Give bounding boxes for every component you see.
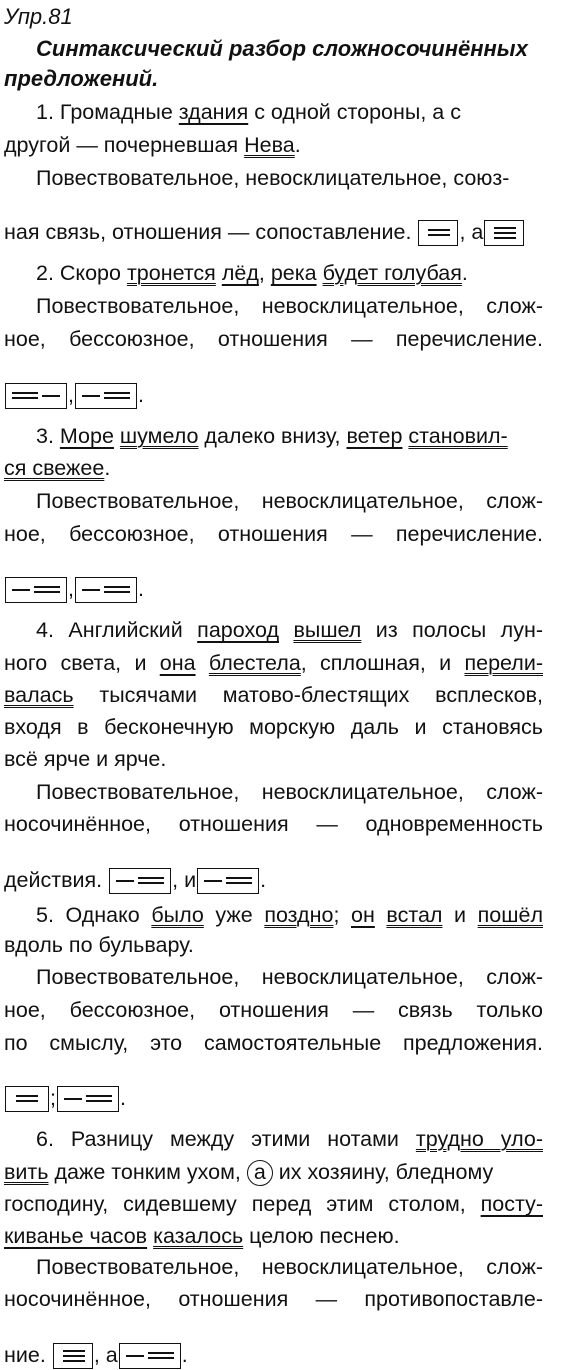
scheme-box <box>53 1343 93 1369</box>
title-line-1: Синтаксический разбор сложносочинённых <box>36 36 528 61</box>
scheme-box <box>484 220 524 246</box>
sentence-4-line-1: 4. Английский пароход вышел из полосы лун- <box>36 618 543 642</box>
sentence-5-scheme: ; . <box>4 1083 304 1113</box>
sentence-6-analysis-1: Повествовательное, невосклицательное, слож- <box>36 1255 543 1279</box>
sentence-5-analysis-3: по смыслу, это самостоятельные предложения. <box>4 1031 543 1055</box>
sentence-3-analysis-1: Повествовательное, невосклицательное, слож- <box>36 489 543 513</box>
sentence-2-scheme: , . <box>4 380 304 410</box>
scheme-box <box>109 868 171 894</box>
sentence-6-line-1: 6. Разницу между этими нотами трудно уло- <box>36 1127 543 1151</box>
scheme-box <box>57 1086 119 1112</box>
sentence-5-line-1: 5. Однако было уже поздно; он встал и пошёл <box>36 903 543 927</box>
sentence-5-line-2: вдоль по бульвару. <box>4 933 194 957</box>
exercise-label: Упр.81 <box>4 4 73 29</box>
sentence-2-line-1: 2. Скоро тронется лёд, река будет голубая. <box>36 261 468 285</box>
sentence-4-line-3: валась тысячами матово-блестящих всплесков, <box>4 683 543 707</box>
sentence-4-analysis-2: носочинённое, отношения — одновременность <box>4 812 543 836</box>
sentence-1-scheme: ная связь, отношения — сопоставление. , а <box>4 217 564 247</box>
sentence-2-analysis-2: ное, бессоюзное, отношения — перечисление. <box>4 327 543 351</box>
sentence-3-line-2: ся свежее. <box>4 456 111 480</box>
scheme-box <box>5 1086 49 1112</box>
scheme-box <box>75 383 137 409</box>
conjunction-circle: а <box>247 1160 273 1186</box>
sentence-6-line-3: господину, сидевшему перед этим столом, посту- <box>4 1192 543 1216</box>
title-line-2: предложений. <box>4 66 159 91</box>
sentence-3-scheme: , . <box>4 574 304 604</box>
scheme-box <box>5 577 67 603</box>
scheme-box <box>5 383 67 409</box>
sentence-4-scheme: действия. , и . <box>4 865 404 895</box>
sentence-6-line-4: киванье часов казалось целою песнею. <box>4 1224 400 1248</box>
scheme-box <box>197 868 259 894</box>
sentence-4-line-4: входя в бесконечную морскую даль и становясь <box>4 715 543 739</box>
sentence-4-line-5: всё ярче и ярче. <box>4 747 167 771</box>
sentence-6-analysis-2: носочинённое, отношения — противопоставле- <box>4 1287 543 1311</box>
sentence-1-line-1: 1. Громадные здания с одной стороны, а с <box>36 100 461 124</box>
scheme-box <box>75 577 137 603</box>
scheme-box <box>119 1343 181 1369</box>
sentence-3-analysis-2: ное, бессоюзное, отношения — перечисление. <box>4 522 543 546</box>
sentence-4-line-2: ного света, и она блестела, сплошная, и перели- <box>4 651 543 675</box>
sentence-4-analysis-1: Повествовательное, невосклицательное, слож- <box>36 780 543 804</box>
sentence-3-line-1: 3. Море шумело далеко внизу, ветер становил- <box>36 424 508 448</box>
sentence-6-scheme: ние. , а . <box>4 1340 304 1370</box>
sentence-5-analysis-2: ное, бессоюзное, отношения — связь только <box>4 998 543 1022</box>
sentence-2-analysis-1: Повествовательное, невосклицательное, слож- <box>36 294 543 318</box>
scheme-box <box>418 220 458 246</box>
sentence-5-analysis-1: Повествовательное, невосклицательное, слож- <box>36 965 543 989</box>
sentence-1-line-2: другой — почерневшая Нева. <box>4 133 301 157</box>
sentence-6-line-2: вить даже тонким ухом, а их хозяину, бледному <box>4 1160 494 1185</box>
sentence-1-analysis-1: Повествовательное, невосклицательное, союз- <box>36 166 510 190</box>
